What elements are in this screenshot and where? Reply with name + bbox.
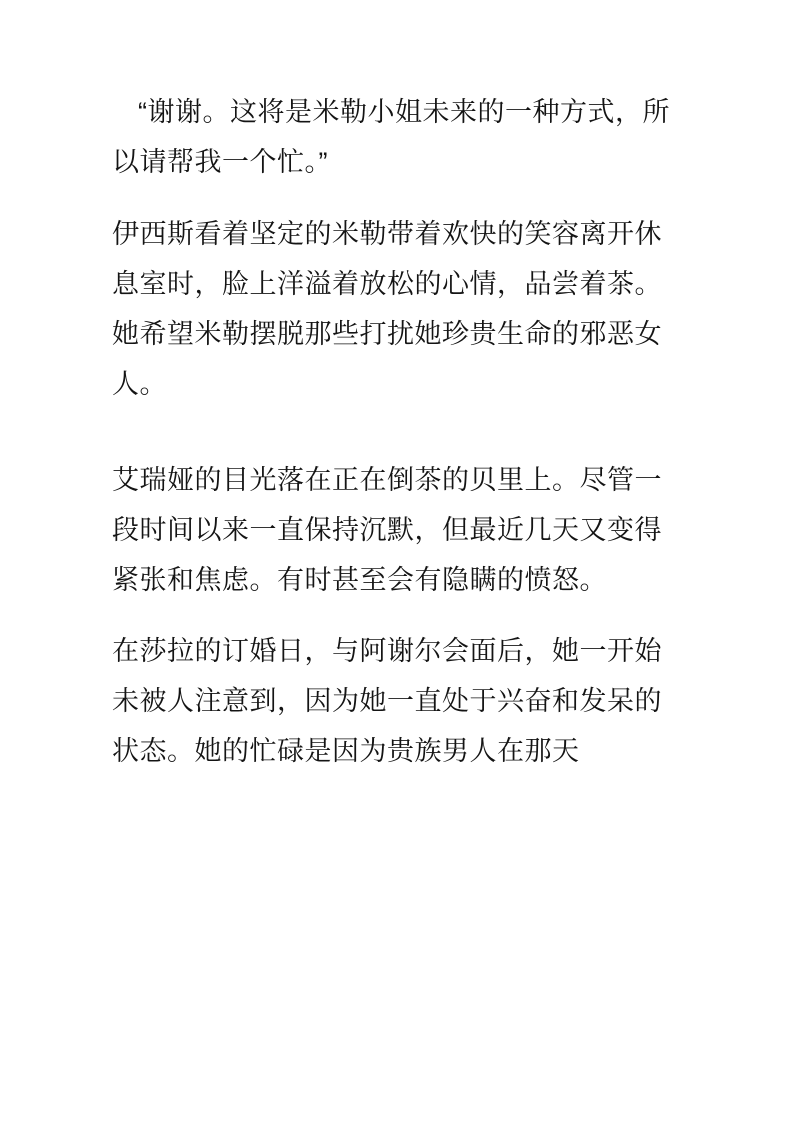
paragraph-1: “谢谢。这将是米勒小姐未来的一种方式，所以请帮我一个忙。”	[112, 97, 670, 177]
paragraph-2: 伊西斯看着坚定的米勒带着欢快的笑容离开休息室时，脸上洋溢着放松的心情，品尝着茶。 她希望米勒摆脱那些打扰她珍贵生命的邪恶女人。	[112, 218, 662, 399]
paragraph-3: 艾瑞娅的目光落在正在倒茶的贝里上。尽管一段时间以来一直保持沉默，但最近几天又变得 紧张和焦虑。有时甚至会有隐瞒的愤怒。	[112, 464, 662, 595]
paragraph-4: 在莎拉的订婚日，与阿谢尔会面后，她一开始未被人注意到，因为她一直处于兴奋和发呆的 状态。她的忙碌是因为贵族男人在那天	[112, 636, 662, 767]
